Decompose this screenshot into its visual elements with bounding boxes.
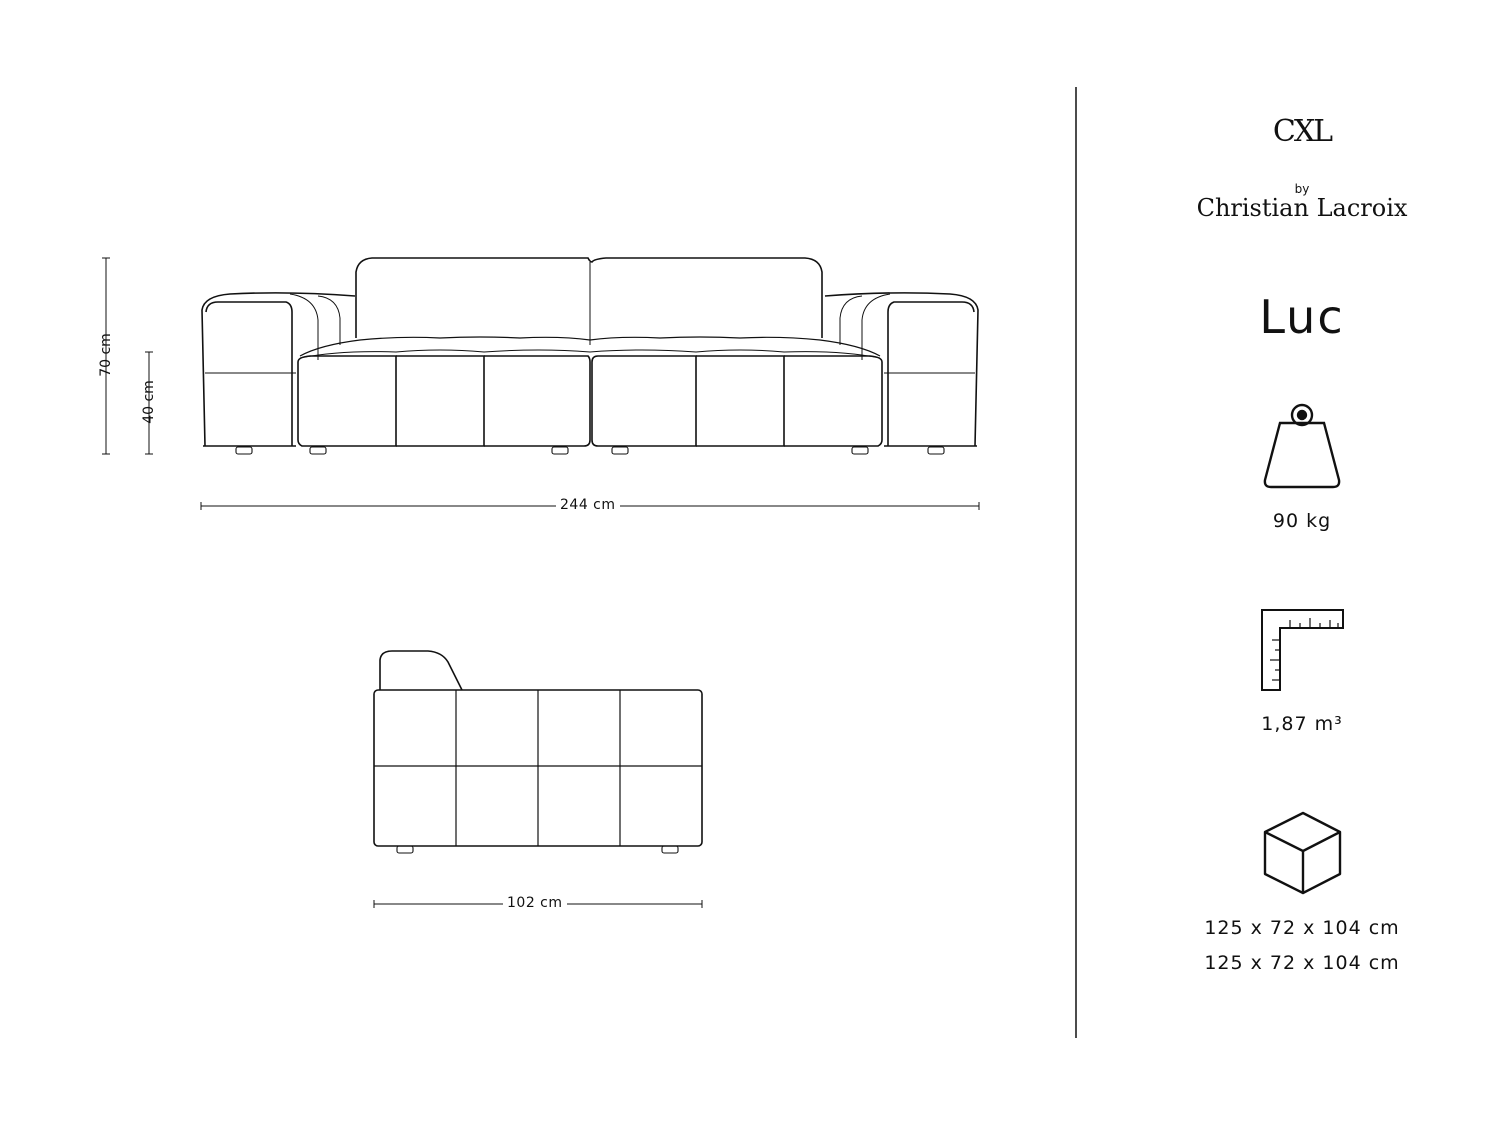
sofa-side-view <box>374 651 702 853</box>
brand-monogram-logo: CXL <box>1272 114 1332 149</box>
total-height-label: 70 cm <box>97 333 114 377</box>
dimension-lines-front <box>102 258 979 510</box>
package-box-icon <box>1265 813 1340 893</box>
package-dims-2: 125 x 72 x 104 cm <box>1204 952 1400 974</box>
brand-by-label: by <box>1294 182 1310 196</box>
product-name: Luc <box>1259 290 1345 344</box>
volume-value: 1,87 m³ <box>1261 713 1343 735</box>
seat-height-label: 40 cm <box>140 380 157 424</box>
brand-name: Christian Lacroix <box>1196 194 1408 222</box>
depth-label: 102 cm <box>503 895 567 911</box>
weight-value: 90 kg <box>1272 510 1332 532</box>
sofa-front-view <box>202 258 978 454</box>
package-dims-1: 125 x 72 x 104 cm <box>1204 917 1400 939</box>
width-label: 244 cm <box>556 497 620 513</box>
weight-icon <box>1265 405 1339 487</box>
ruler-corner-icon <box>1262 610 1343 690</box>
